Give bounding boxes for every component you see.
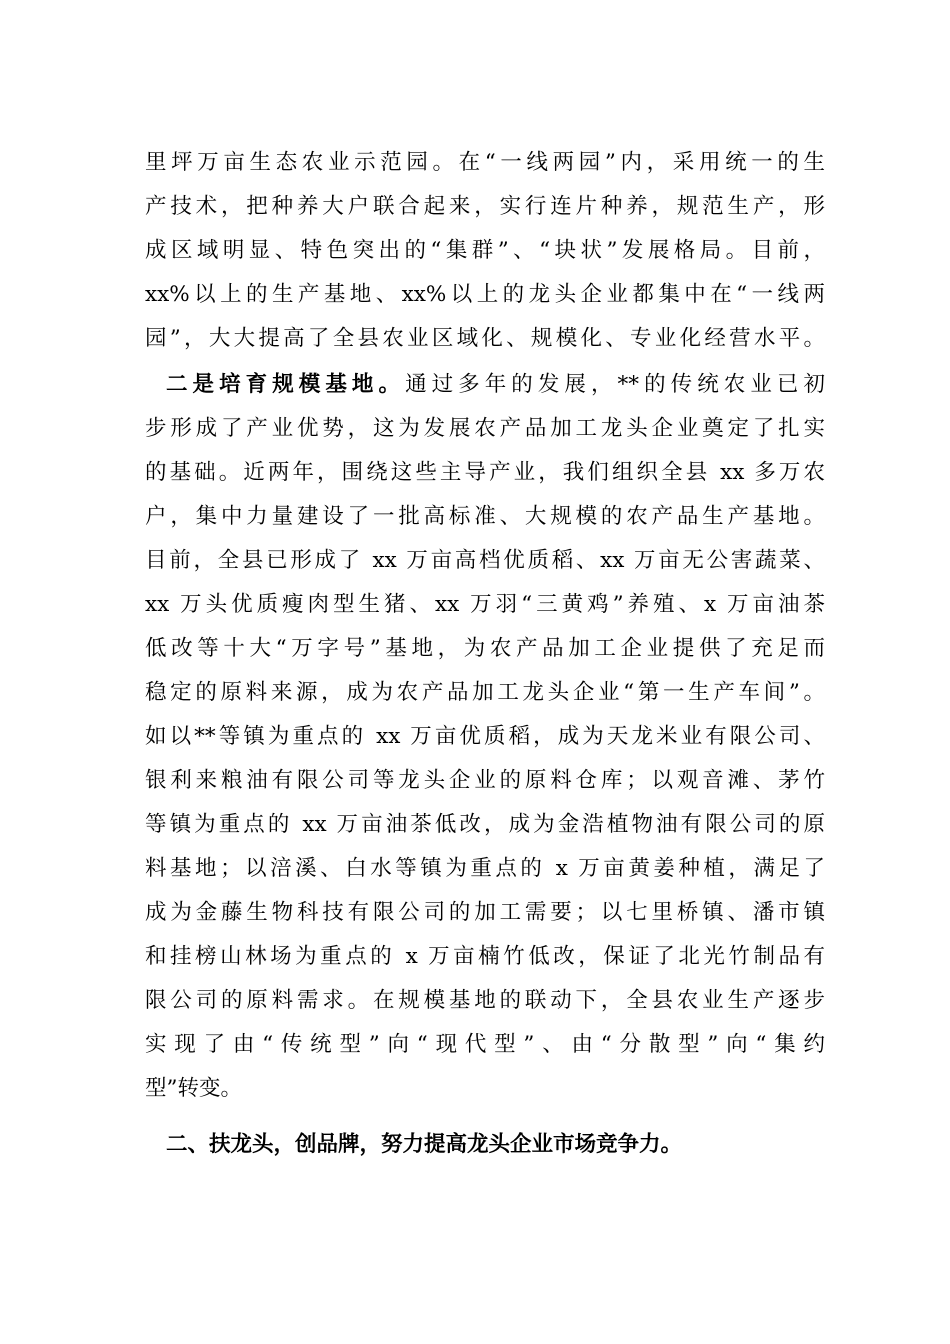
text-line-first	[145, 363, 825, 407]
text-line: 等镇为重点的 xx 万亩油茶低改，成为金浩植物油有限公司的原	[145, 812, 825, 837]
paragraph-regional-layout	[145, 141, 825, 361]
section-heading-text: 二、扶龙头，创品牌，努力提高龙头企业市场竞争力。	[166, 1132, 683, 1157]
text-line: 目前，全县已形成了 xx 万亩高档优质稻、xx 万亩无公害蔬菜、	[145, 548, 825, 573]
section-heading	[145, 1123, 825, 1167]
paragraph-lead-heading: 二是培育规模基地。	[166, 372, 406, 397]
paragraph-scale-bases	[145, 363, 825, 1111]
text-line: 银利来粮油有限公司等龙头企业的原料仓库；以观音滩、茅竹	[145, 768, 825, 793]
text-line: 步形成了产业优势，这为发展农产品加工龙头企业奠定了扎实	[145, 416, 825, 441]
text-line: 产技术，把种养大户联合起来，实行连片种养，规范生产，形	[145, 194, 825, 219]
text-line: 限公司的原料需求。在规模基地的联动下，全县农业生产逐步	[145, 988, 825, 1013]
text-line: 里坪万亩生态农业示范园。在“一线两园”内，采用统一的生	[145, 150, 825, 175]
text-line: 料基地；以涪溪、白水等镇为重点的 x 万亩黄姜种植，满足了	[145, 856, 825, 881]
text-line: 户，集中力量建设了一批高标准、大规模的农产品生产基地。	[145, 504, 825, 529]
text-line: 和挂榜山林场为重点的 x 万亩楠竹低改，保证了北光竹制品有	[145, 944, 825, 969]
text-line: 的基础。近两年，围绕这些主导产业，我们组织全县 xx 多万农	[145, 460, 825, 485]
text-fragment: 通过多年的发展，**的传统农业已初	[405, 372, 825, 397]
text-line: 成为金藤生物科技有限公司的加工需要；以七里桥镇、潘市镇	[145, 900, 825, 925]
text-line: 如以**等镇为重点的 xx 万亩优质稻，成为天龙米业有限公司、	[145, 724, 825, 749]
text-line: 稳定的原料来源，成为农产品加工龙头企业“第一生产车间”。	[145, 680, 825, 705]
text-line: 园”，大大提高了全县农业区域化、规模化、专业化经营水平。	[145, 326, 825, 351]
text-line-last: 型”转变。	[145, 1076, 242, 1101]
text-line: xx 万头优质瘦肉型生猪、xx 万羽“三黄鸡”养殖、x 万亩油茶	[145, 592, 825, 617]
text-line: 实现了由“传统型”向“现代型”、由“分散型”向“集约	[145, 1032, 825, 1057]
text-line: 低改等十大“万字号”基地，为农产品加工企业提供了充足而	[145, 636, 825, 661]
text-line: 成区域明显、特色突出的“集群”、“块状”发展格局。目前，	[145, 238, 825, 263]
text-line: xx%以上的生产基地、xx%以上的龙头企业都集中在“一线两	[145, 282, 825, 307]
